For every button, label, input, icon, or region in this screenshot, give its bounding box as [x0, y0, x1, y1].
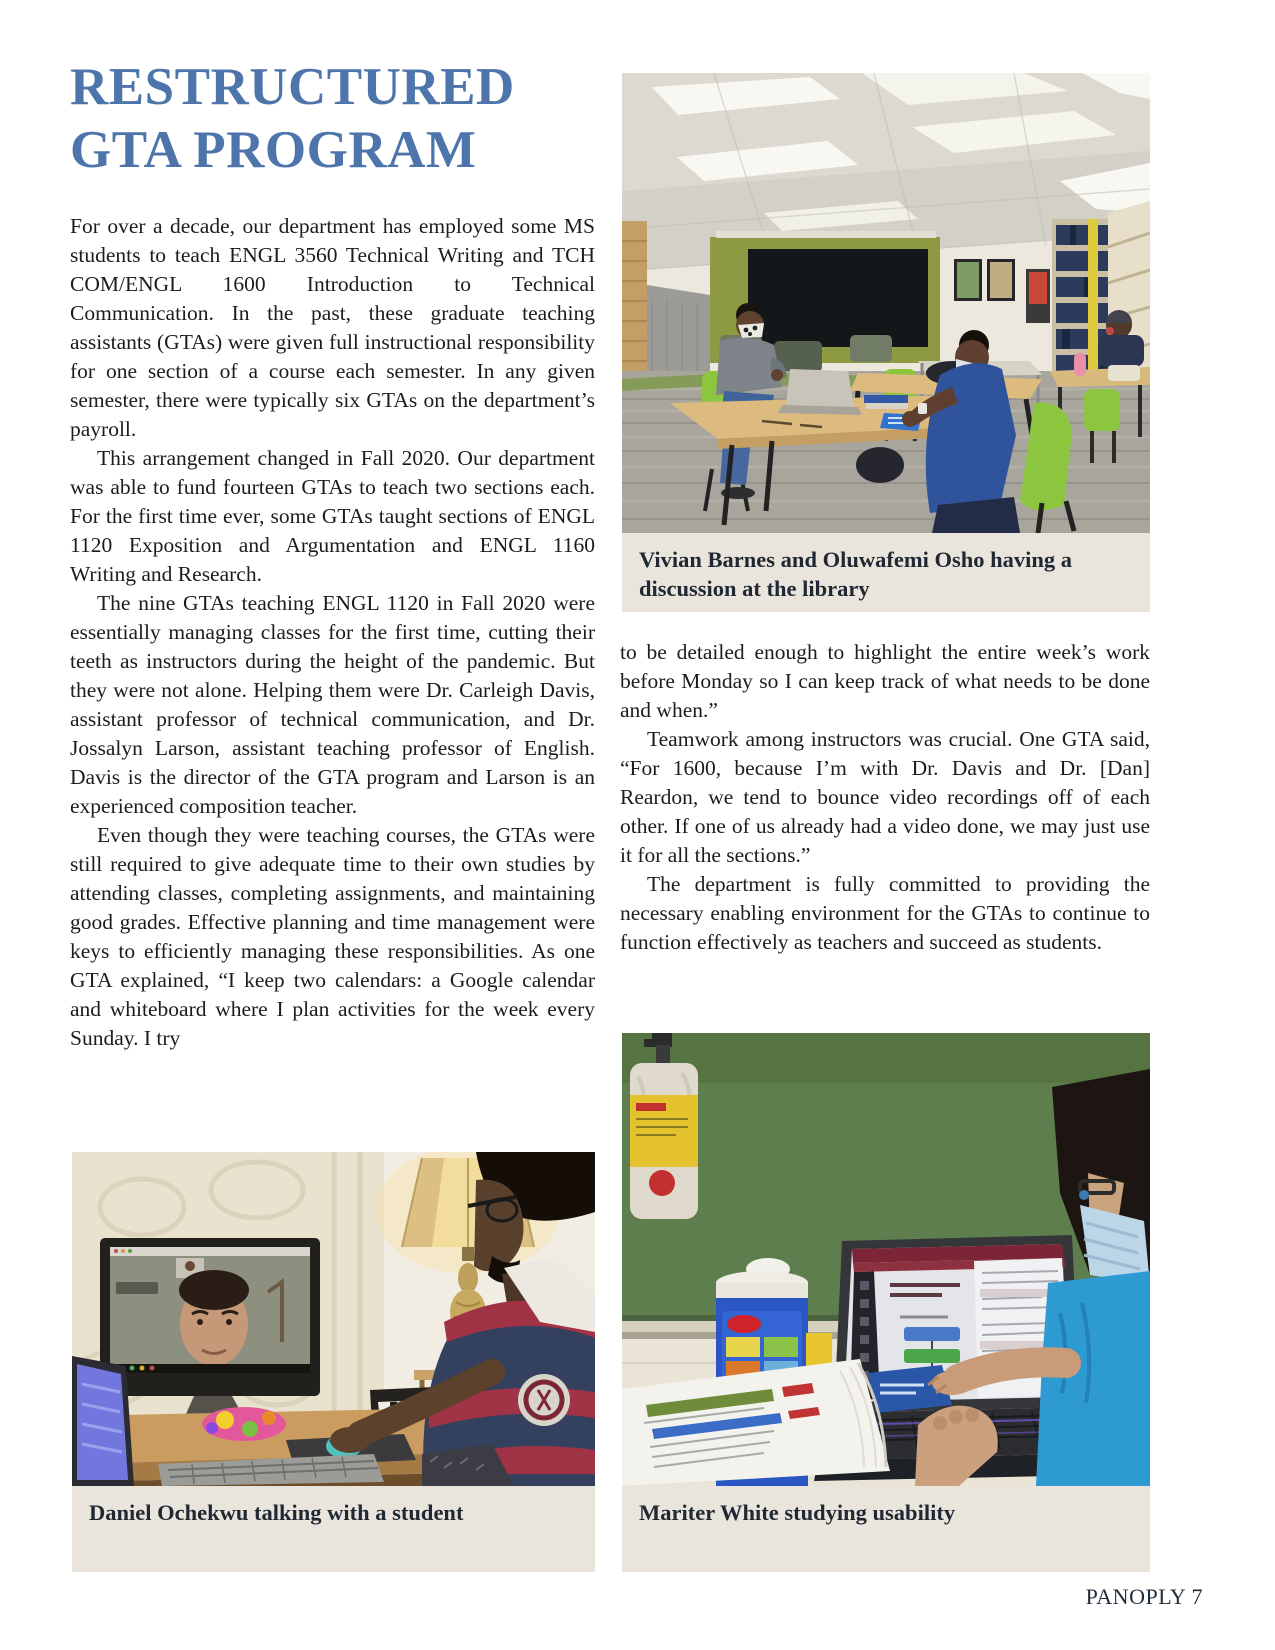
figure-daniel: [72, 1152, 595, 1486]
video-call-photo: [72, 1152, 595, 1486]
paragraph: The nine GTAs teaching ENGL 1120 in Fall 2020 were essentially managing classes for the first time, cutting their teeth as instructors during the height of the pandemic. But they were not alone. Helping them were Dr. Carleigh Davis, assistant professor of technical communication, and Dr. Jossalyn Larson, assistant teaching professor of English. Davis is the director of the GTA program and Larson is an experienced composition teacher.: [70, 591, 595, 818]
page-footer: PANOPLY 7: [1085, 1584, 1203, 1609]
caption-text: Daniel Ochekwu talking with a student: [89, 1500, 464, 1525]
paragraph: The department is fully committed to providing the necessary enabling environment for the GTAs to continue to function effectively as teachers and succeed as students.: [620, 872, 1150, 954]
caption-library: [622, 533, 1150, 612]
caption-text: Vivian Barnes and Oluwafemi Osho having a discussion at the library: [639, 547, 1072, 602]
usability-study-photo: [622, 1033, 1150, 1486]
caption-text: Mariter White studying usability: [639, 1500, 956, 1525]
caption-daniel: [72, 1486, 595, 1572]
caption-mariter: [622, 1486, 1150, 1572]
library-photo: [622, 73, 1150, 533]
figure-library: [622, 73, 1150, 533]
paragraph: to be detailed enough to highlight the entire week’s work before Monday so I can keep track of what needs to be done and when.”: [620, 640, 1150, 722]
left-column: [70, 212, 595, 1053]
right-column: [620, 638, 1150, 957]
paragraph: Teamwork among instructors was crucial. One GTA said, “For 1600, because I’m with Dr. Davis and Dr. [Dan] Reardon, we tend to bounce video recordings off of each other. If one of us already had a video done, we may just use it for all the sections.”: [620, 727, 1150, 867]
article-title: RESTRUCTURED GTA PROGRAM: [70, 58, 515, 179]
paragraph: This arrangement changed in Fall 2020. Our department was able to fund fourteen GTAs to teach two sections each. For the first time ever, some GTAs taught sections of ENGL 1120 Exposition and Argumentation and ENGL 1160 Writing and Research.: [70, 446, 595, 586]
figure-mariter: [622, 1033, 1150, 1486]
paragraph: For over a decade, our department has employed some MS students to teach ENGL 3560 Technical Writing and TCH COM/ENGL 1600 Introduction to Technical Communication. In the past, these graduate teaching assistants (GTAs) were given full instructional responsibility for one section of a course each semester. In any given semester, there were typically six GTAs on the department’s payroll.: [70, 214, 595, 441]
paragraph: Even though they were teaching courses, the GTAs were still required to give adequate time to their own studies by attending classes, completing assignments, and maintaining good grades. Effective planning and time management were keys to efficiently managing these responsibilities. As one GTA explained, “I keep two calendars: a Google calendar and whiteboard where I plan activities for the week every Sunday. I try: [70, 823, 595, 1050]
